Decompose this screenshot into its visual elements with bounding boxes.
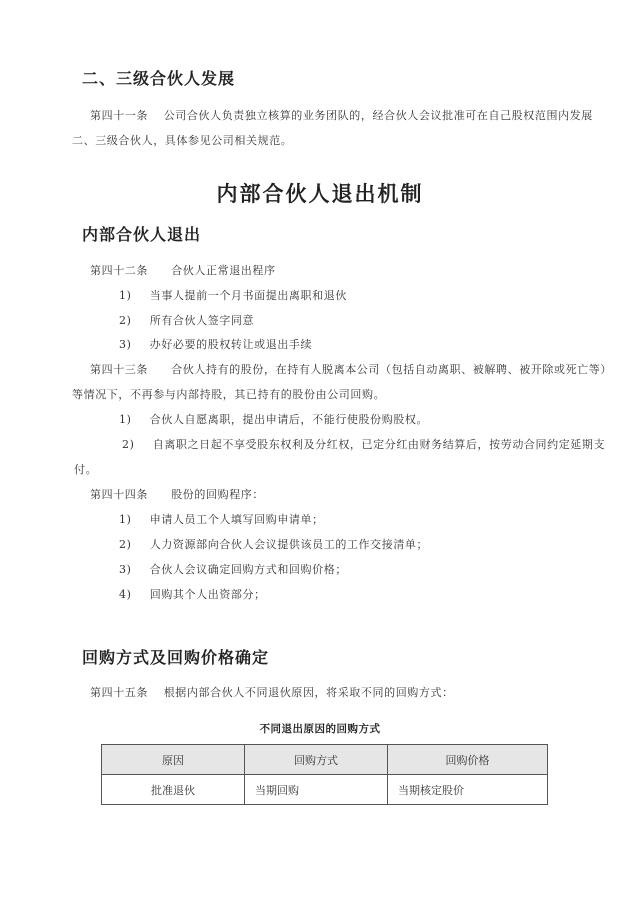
table-header-cell: 回购方式 (245, 745, 388, 775)
buyback-table (101, 744, 548, 805)
list-text: 申请人员工个人填写回购申请单； (149, 513, 324, 526)
list-number: 1) (119, 289, 132, 302)
article-43-item-2 (122, 436, 605, 452)
list-text: 所有合伙人签字同意 (149, 314, 255, 327)
list-text: 合伙人会议确定回购方式和回购价格； (149, 563, 347, 576)
article-41-line-1: 第四十一条 公司合伙人负责独立核算的业务团队的，经合伙人会议批准可在自己股权范围内发展 (90, 109, 593, 122)
list-text: 当事人提前一个月书面提出离职和退伙 (149, 289, 347, 302)
article-45: 第四十五条 根据内部合伙人不同退伙原因，将采取不同的回购方式： (90, 686, 454, 699)
list-text: 办好必要的股权转让或退出手续 (149, 338, 313, 351)
article-44-item-1 (119, 511, 324, 527)
article-43-line-2: 等情况下，不再参与内部持股，其已持有的股份由公司回购。 (72, 388, 386, 401)
article-41-line-2: 二、三级合伙人，具体参见公司相关规范。 (72, 134, 293, 147)
list-number: 2) (122, 438, 135, 451)
table-header-row (102, 745, 548, 775)
article-44-item-2 (119, 536, 428, 552)
article-43-item-2-continuation: 付。 (74, 463, 98, 476)
section-heading-partner-exit: 内部合伙人退出 (82, 225, 202, 244)
table-cell: 当期核定股价 (388, 775, 548, 805)
list-text: 回购其个人出资部分； (149, 588, 266, 601)
list-text: 人力资源部向合伙人会议提供该员工的工作交接清单； (149, 538, 429, 551)
list-number: 1) (119, 513, 132, 526)
list-text: 合伙人自愿离职，提出申请后，不能行使股份购股权。 (149, 413, 429, 426)
table-header-cell: 原因 (102, 745, 245, 775)
table-row (102, 775, 548, 805)
article-42-item-2 (119, 312, 254, 328)
list-number: 4) (119, 588, 132, 601)
article-44-item-4 (119, 586, 266, 602)
list-number: 1) (119, 413, 132, 426)
article-43-item-1 (119, 411, 428, 427)
page-title: 内部合伙人退出机制 (216, 182, 424, 206)
list-number: 2) (119, 538, 132, 551)
list-number: 3) (119, 338, 132, 351)
list-number: 3) (119, 563, 132, 576)
section-heading-tier-partners: 二、三级合伙人发展 (82, 69, 236, 88)
list-text: 自离职之日起不享受股东权利及分红权，已定分红由财务结算后，按劳动合同约定延期支 (152, 438, 606, 451)
table-caption: 不同退出原因的回购方式 (259, 723, 381, 735)
table-header-cell: 回购价格 (388, 745, 548, 775)
article-42-item-1 (119, 287, 347, 303)
article-42: 第四十二条 合伙人正常退出程序 (90, 264, 276, 277)
list-number: 2) (119, 314, 132, 327)
article-44: 第四十四条 股份的回购程序： (90, 488, 264, 501)
section-heading-buyback: 回购方式及回购价格确定 (82, 648, 270, 667)
table-cell: 当期回购 (245, 775, 388, 805)
table-cell: 批准退伙 (102, 775, 245, 805)
article-42-item-3 (119, 336, 312, 352)
article-44-item-3 (119, 561, 347, 577)
article-43-line-1: 第四十三条 合伙人持有的股份，在持有人脱离本公司（包括自动离职、被解聘、被开除或死亡等） (90, 363, 612, 376)
